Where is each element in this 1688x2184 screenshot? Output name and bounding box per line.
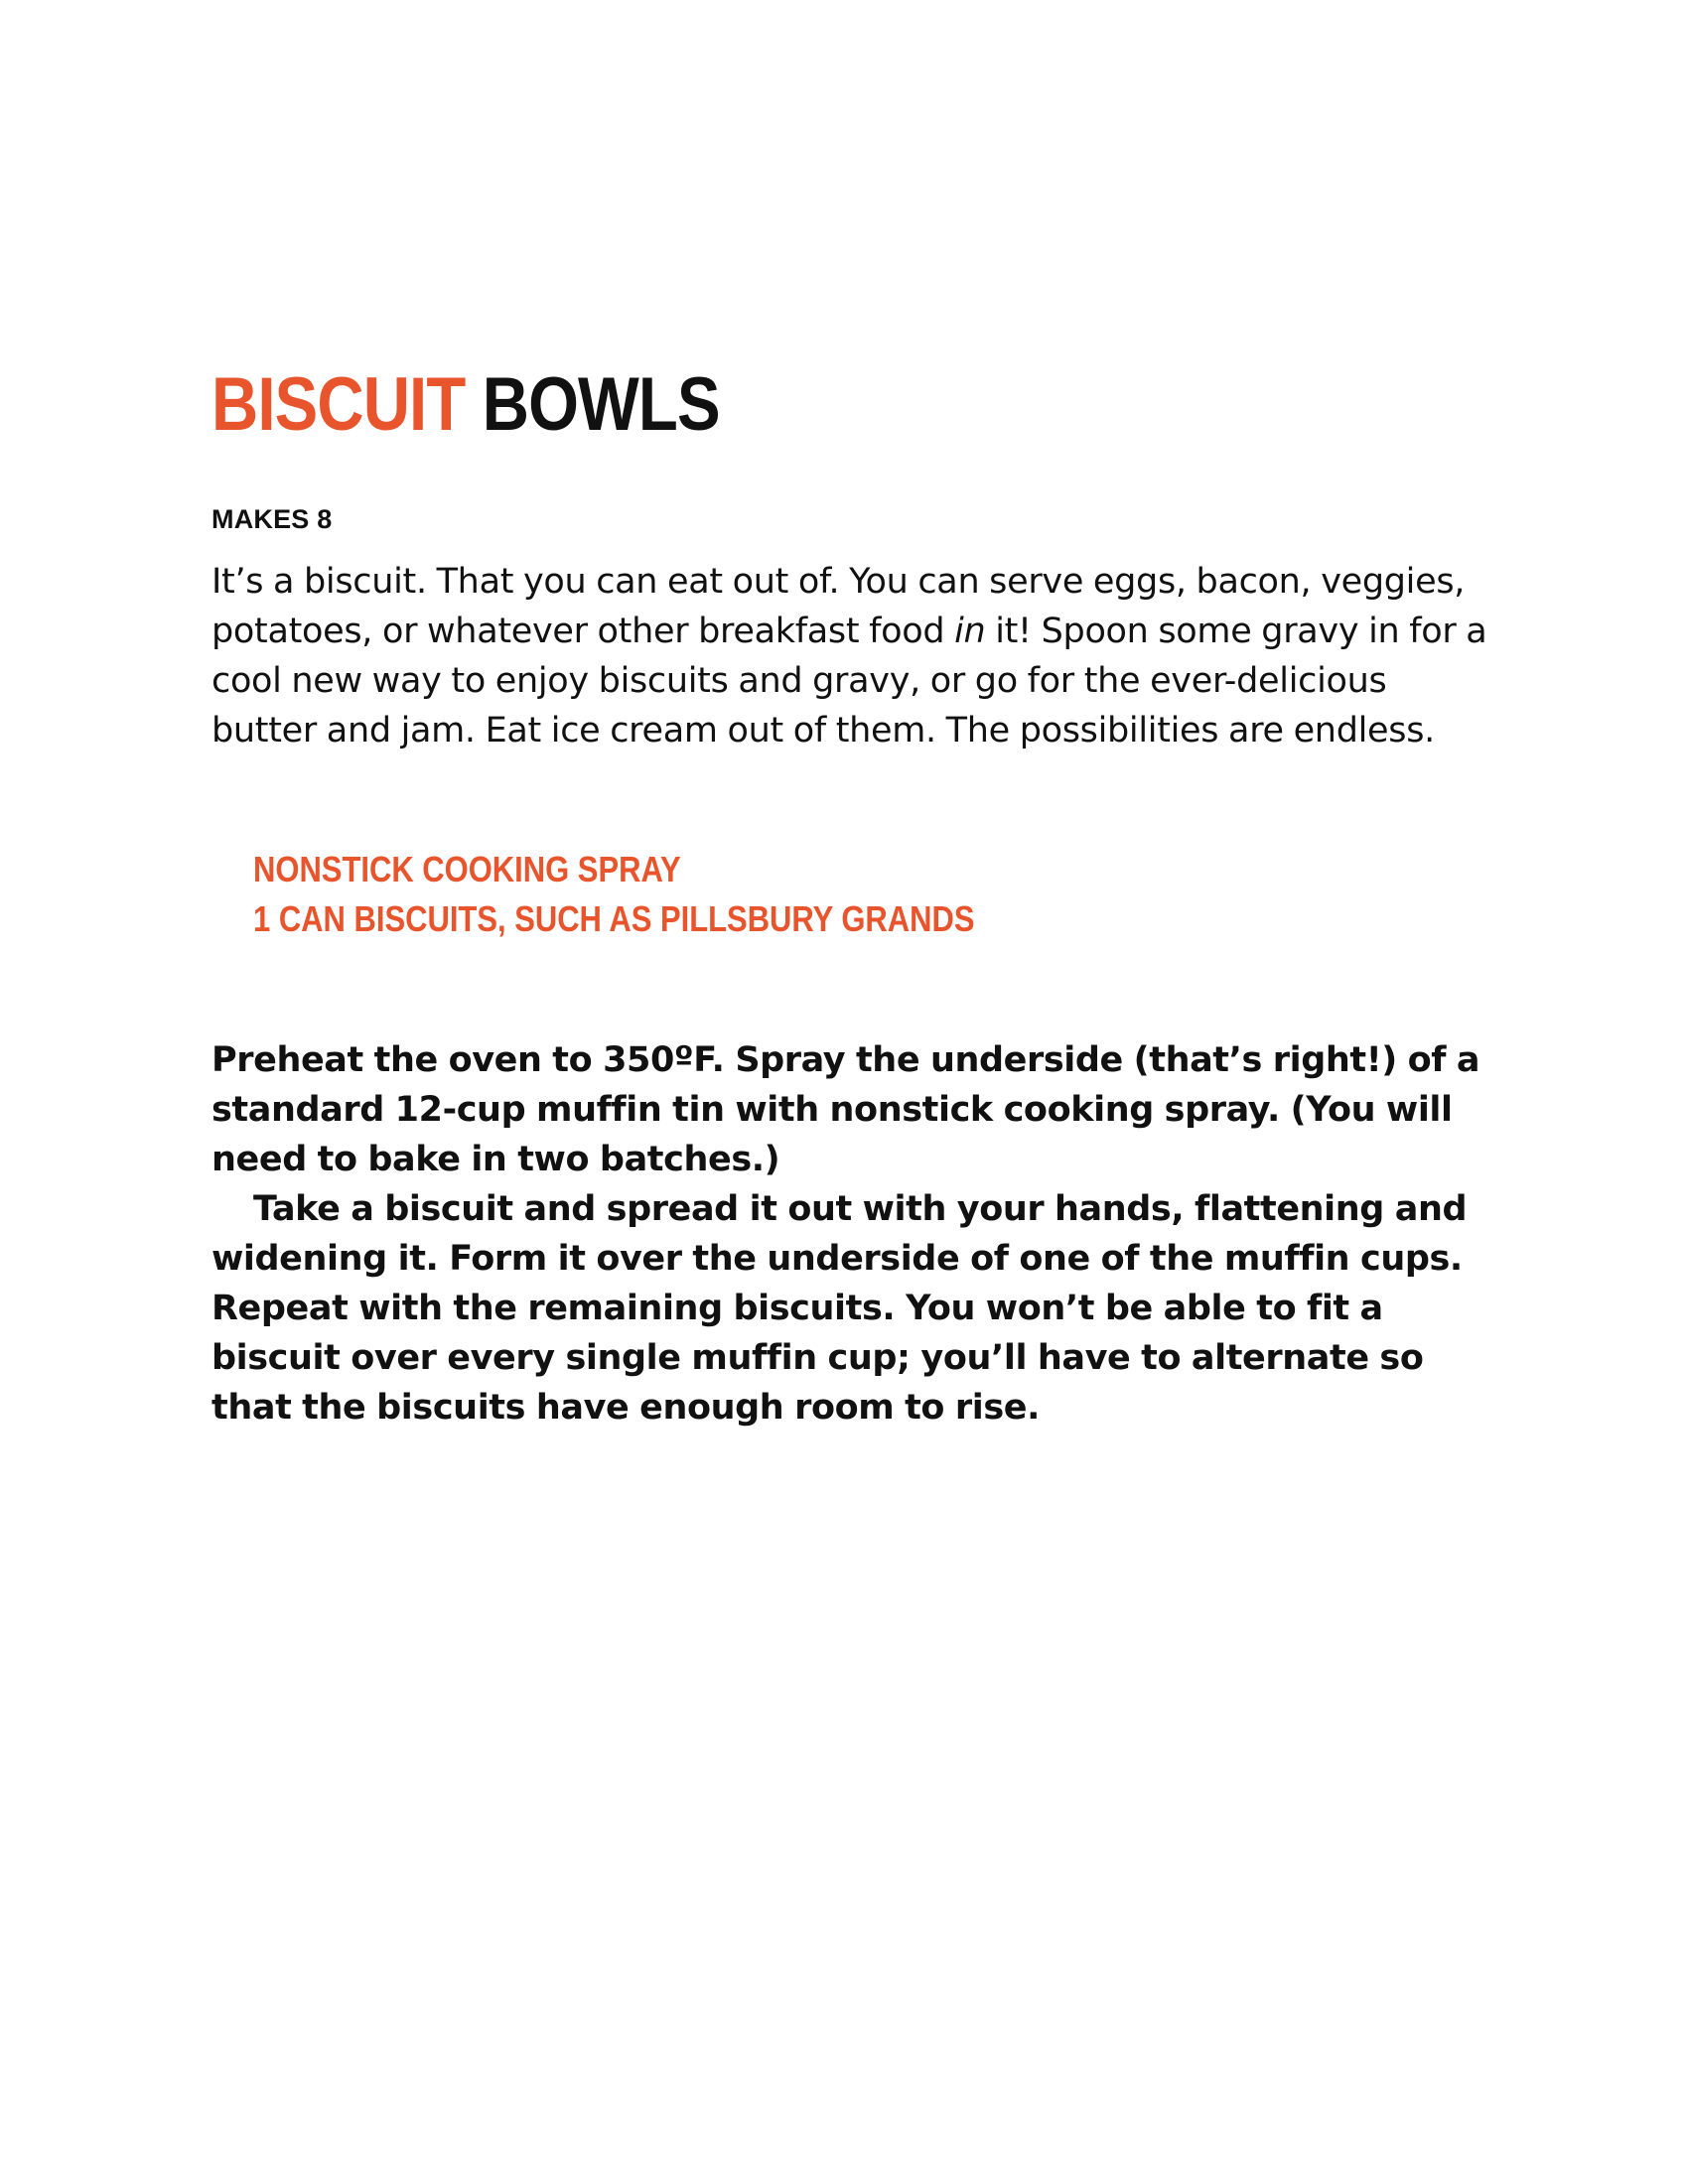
intro-text-part1: It’s a biscuit. That you can eat out of. You can serve eggs, bacon, veggies, potatoes, or whatever other breakfast food — [211, 562, 1466, 651]
intro-emphasis: in — [954, 612, 986, 651]
recipe-intro — [211, 557, 1492, 755]
recipe-title-rest: BOWLS — [482, 362, 720, 447]
ingredient-item: 1 CAN BISCUITS, SUCH AS PILLSBURY GRANDS — [253, 898, 975, 939]
recipe-title-accent: BISCUIT — [211, 362, 466, 447]
recipe-method — [211, 1035, 1492, 1433]
recipe-yield: MAKES 8 — [211, 504, 333, 534]
recipe-title — [211, 362, 1313, 447]
ingredient-item: NONSTICK COOKING SPRAY — [253, 849, 681, 889]
method-step: Preheat the oven to 350ºF. Spray the underside (that’s right!) of a standard 12-cup muffin tin with nonstick cooking spray. (You will need to bake in two batches.) — [211, 1040, 1480, 1179]
recipe-page — [211, 362, 1492, 1433]
ingredient-list — [211, 845, 1492, 944]
intro-text-part2: it! Spoon some gravy in for a cool new way to enjoy biscuits and gravy, or go for the ever-delicious butter and jam. Eat ice cream out of them. The possibilities are endless. — [211, 612, 1487, 751]
method-step: Take a biscuit and spread it out with your hands, flattening and widening it. Form it over the underside of one of the muffin cups. Repeat with the remaining biscuits. You won’t be able to fit a biscuit over every single muffin cup; you’ll have to alternate so that the biscuits have enough room to rise. — [211, 1189, 1468, 1428]
